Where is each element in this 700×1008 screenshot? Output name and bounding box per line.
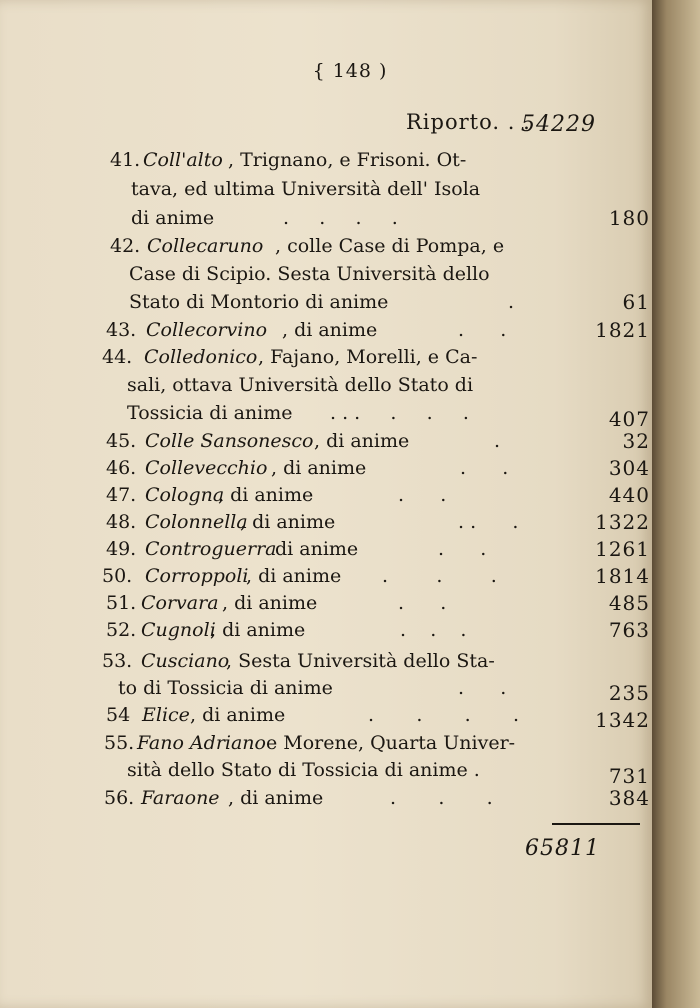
entry-number: 47. — [106, 484, 137, 506]
entry-text: tava, ed ultima Università dell' Isola — [131, 178, 481, 200]
leader-dots: . . — [458, 319, 507, 341]
entry-text: , Trignano, e Frisoni. Ot- — [228, 149, 467, 171]
entry-43 — [0, 317, 700, 343]
book-binding-edge — [652, 0, 700, 1008]
entry-number: 48. — [106, 511, 137, 533]
leader-dots: . . . — [390, 787, 493, 809]
entry-text: , colle Case di Pompa, e — [275, 235, 505, 257]
place-name: Colledonico — [144, 346, 258, 368]
entry-text: , di anime — [190, 704, 286, 726]
place-name: Cologna — [145, 484, 225, 506]
entry-text: , Fajano, Morelli, e Ca- — [258, 346, 478, 368]
entry-56 — [0, 785, 700, 811]
entry-text: di anime — [275, 538, 359, 560]
entry-47 — [0, 482, 700, 508]
entry-text: , di anime — [228, 787, 324, 809]
entry-53-line-2 — [0, 675, 700, 705]
sum-rule — [552, 823, 640, 825]
entry-45 — [0, 428, 700, 454]
entry-44-line-3 — [0, 400, 700, 431]
entry-text: , di anime — [314, 430, 410, 452]
entry-text: , di anime — [240, 511, 336, 533]
grand-total: 65811 — [525, 836, 600, 861]
entry-number: 49. — [106, 538, 137, 560]
place-name: Collecaruno — [147, 235, 264, 257]
place-name: Controguerra — [145, 538, 277, 560]
entry-52 — [0, 617, 700, 643]
entry-55-line-2 — [0, 757, 700, 788]
leader-dots: . — [494, 430, 501, 452]
place-name: Collevecchio — [145, 457, 268, 479]
entry-41-line-2 — [0, 176, 700, 202]
entry-text: , di anime — [246, 565, 342, 587]
entry-54 — [0, 702, 700, 732]
entry-41-line-1 — [0, 147, 700, 173]
entry-text: , di anime — [210, 619, 306, 641]
population-value: 731 — [608, 764, 650, 788]
entry-41-line-3 — [0, 205, 700, 231]
entry-text: , di anime — [222, 592, 318, 614]
entry-46 — [0, 455, 700, 481]
entry-text: , Sesta Università dello Sta- — [226, 650, 495, 672]
place-name: Faraone — [141, 787, 220, 809]
entry-50 — [0, 563, 700, 589]
place-name: Corroppoli — [145, 565, 249, 587]
population-value: 1322 — [595, 510, 650, 534]
leader-dots: . — [508, 291, 515, 313]
entry-number: 55. — [104, 732, 135, 754]
entry-51 — [0, 590, 700, 616]
leader-dots: . . — [398, 484, 447, 506]
leader-dots: . . . . — [283, 207, 398, 229]
leader-dots: . . — [460, 457, 509, 479]
entry-53-line-1 — [0, 648, 700, 674]
place-name: Colonnella — [145, 511, 248, 533]
entry-text: , di anime — [218, 484, 314, 506]
entry-text: di anime — [131, 207, 215, 229]
leader-dots: . . . . . . — [330, 402, 469, 424]
population-value: 304 — [608, 456, 650, 480]
population-value: 407 — [608, 407, 650, 431]
place-name: Coll'alto — [143, 149, 223, 171]
entry-number: 53. — [102, 650, 133, 672]
entry-number: 54 — [106, 704, 131, 726]
carried-forward-value: 54229 — [521, 112, 596, 137]
entry-44-line-1 — [0, 344, 700, 370]
entry-text: sità dello Stato di Tossicia di anime . — [127, 759, 480, 781]
leader-dots: . . . — [400, 619, 467, 641]
entry-text: Stato di Montorio di anime — [129, 291, 389, 313]
population-value: 763 — [608, 618, 650, 642]
population-value: 440 — [608, 483, 650, 507]
population-value: 1342 — [595, 708, 650, 732]
leader-dots: . . — [398, 592, 447, 614]
entry-44-line-2 — [0, 372, 700, 398]
carried-forward-label: Riporto. . . — [406, 110, 531, 134]
entry-48 — [0, 509, 700, 535]
entry-number: 45. — [106, 430, 137, 452]
entry-number: 51. — [106, 592, 137, 614]
entry-number: 56. — [104, 787, 135, 809]
place-name: Colle Sansonesco — [145, 430, 314, 452]
population-value: 1821 — [595, 318, 650, 342]
place-name: Elice — [142, 704, 190, 726]
population-value: 384 — [608, 786, 650, 810]
entry-42-line-1 — [0, 233, 700, 259]
entry-55-line-1 — [0, 730, 700, 756]
entry-42-line-2 — [0, 261, 700, 287]
entry-text: to di Tossicia di anime — [118, 677, 333, 699]
leader-dots: . . — [438, 538, 487, 560]
entry-text: , di anime — [282, 319, 378, 341]
population-value: 61 — [622, 290, 650, 314]
entry-number: 43. — [106, 319, 137, 341]
entry-number: 52. — [106, 619, 137, 641]
population-value: 235 — [608, 681, 650, 705]
entry-text: sali, ottava Università dello Stato di — [127, 374, 474, 396]
entry-42-line-3 — [0, 289, 700, 315]
leader-dots: . . . — [382, 565, 497, 587]
entry-number: 42. — [110, 235, 141, 257]
entry-text: , di anime — [271, 457, 367, 479]
entry-text: e Morene, Quarta Univer- — [266, 732, 516, 754]
place-name: Cusciano — [141, 650, 230, 672]
entry-49 — [0, 536, 700, 562]
population-value: 485 — [608, 591, 650, 615]
entry-number: 41. — [110, 149, 141, 171]
population-value: 32 — [622, 429, 650, 453]
place-name: Collecorvino — [146, 319, 268, 341]
place-name: Fano Adriano — [137, 732, 266, 754]
population-value: 1261 — [595, 537, 650, 561]
place-name: Cugnoli — [141, 619, 216, 641]
entry-text: Case di Scipio. Sesta Università dello — [129, 263, 490, 285]
entry-number: 46. — [106, 457, 137, 479]
population-value: 180 — [608, 206, 650, 230]
page-number: { 148 ) — [312, 60, 388, 82]
leader-dots: . . . . — [368, 704, 519, 726]
entry-text: Tossicia di anime — [127, 402, 293, 424]
leader-dots: . . . — [458, 511, 519, 533]
place-name: Corvara — [141, 592, 219, 614]
entry-number: 50. — [102, 565, 133, 587]
entry-number: 44. — [102, 346, 133, 368]
leader-dots: . . — [458, 677, 507, 699]
population-value: 1814 — [595, 564, 650, 588]
